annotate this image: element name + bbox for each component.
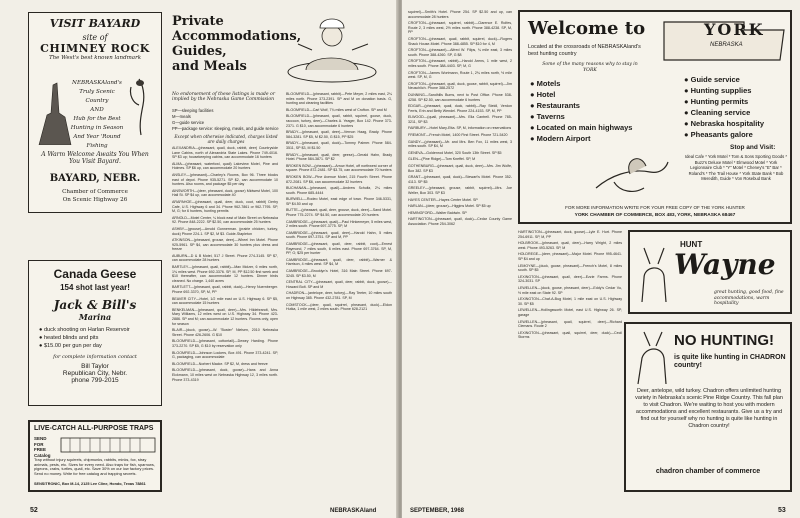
bayard-highway: On Scenic Highway 26 <box>62 197 128 203</box>
listing-entry: GREELEY—(pheasant, grouse, rabbit, squirrel)—Mrs. Joe Weller, Box 303. SP $3 <box>408 186 512 195</box>
york-state: NEBRASKA <box>710 42 743 48</box>
traps-address: SENSITRONIC, Box M-14, 2125 Lee Cline, Hondo, Texas 78861 <box>34 482 146 486</box>
geese-subhead: 154 shot last year! <box>60 283 130 292</box>
bayard-site-of: site of <box>82 33 108 42</box>
right-column-2 <box>518 230 622 494</box>
listing-entry: GANDY—(pheasant)—Mr. and Mrs. Ben Fox, 11 miles west, 3 miles south. SP $4, M <box>408 139 512 149</box>
listing-entry: CROFTON—(pheasant, rabbit)—Harold Arens, 1 mile west, 2 miles south. Phone 388-4403. SP, M, G <box>408 59 512 68</box>
scenic-line: NEBRASKAland's <box>72 80 122 86</box>
listing-entry: COMSTOCK—(deer, quail, squirrel, pheasant, duck)—Eldon Hutka, 1 mile west, 2 miles south. Phone 628-2121 <box>286 302 392 312</box>
bullet-item <box>39 326 161 334</box>
legend-item: PP—package service: sleeping, meals, and guide service <box>172 126 279 131</box>
contact-name: Bill Taylor <box>81 363 109 370</box>
listing-entry: CAMBRIDGE—(pheasant, quail, deer, rabbit, coot)—Ernest Raymond, 7 miles south, 6 miles east. Phone 697-3764. SP, M, PP, G; $25 per hunter <box>286 242 392 256</box>
listing-entry: BLOOMFIELD—(pheasant, quail, rabbit, squirrel, goose, duck, raccoon, turkey, deer)—Charles A. Yeager, Box 142. Phone 373-2371. G $10, can accommodate 6 hunters <box>286 114 392 128</box>
listing-entry: BRADY—(pheasant, quail, deer)—Vernon Haag, Brady. Phone 584-3281. SP $5, M $2.50, G $15, PP $25 <box>286 130 392 139</box>
chadron-headline: NO HUNTING! <box>674 332 774 349</box>
york-more-info: FOR MORE INFORMATION WRITE FOR YOUR FREE COPY OF THE YORK HUNTER <box>565 205 745 210</box>
listing-entry: LEWELLEN—(duck, goose, pheasant, deer)—Eddy's Cedar Vu, ½ mile east on State 92. SP <box>518 285 622 295</box>
title-line: Private <box>172 14 224 29</box>
listing-entry: CROFTON—James Wortmann, Route 1, 2¾ miles north, ½ mile west. SP, M, G <box>408 70 512 80</box>
title-line: Accommodations, <box>172 29 302 44</box>
chadron-body: Deer, antelope, wild turkey. Chadron offers unlimited hunting variety in Nebraska's scenic Pine Ridge Country. This fall plan to visit Chadron. We're waiting to host you with modern accommodations and excellent restaurants. Give us a try and find out for yourself why no hunting is quite like hunting in Chadron country! <box>635 388 783 429</box>
listing-entry: CROFTON—(pheasant)—Alfred W. Filips, ¾ mile east, 3 miles south. Phone 388-4260. SP, G $8 <box>408 48 512 57</box>
trap-illustration <box>60 436 156 454</box>
send-for-text: SEND FOR <box>34 436 47 447</box>
listing-entry: BROKEN BOW—Pine Avenue Motel, 215 Fourth Street. Phone 872-2081. SP $6, can accommodate 32 hunters <box>286 174 392 184</box>
amenity-item: ● Restaurants <box>530 101 580 110</box>
listing-entry: ALEXANDRIA—(pheasant, quail, duck, rabbit, deer) Countryside Lane Cabins, north of Alexandria State Lakes. Phone 749-4016. SP $3 up; housekeeping cabins, can accommodate 16 hunters <box>172 146 278 160</box>
bayard-scenic-lines <box>67 79 127 151</box>
bullet-text: duck shooting on Harlan Reservoir <box>43 327 130 333</box>
title-line: and Meals <box>172 59 247 74</box>
listing-entry: LEXINGTON—(pheasant, quail, deer)—Ezzie Farms. Phone 324-3031. SP <box>518 274 622 284</box>
page-date: SEPTEMBER, 1968 <box>410 508 465 514</box>
listing-entry: HARTINGTON—(pheasant, quail, duck)—Cedar County Game Association. Phone 254-3062 <box>408 217 512 226</box>
listing-entry: BROKEN BOW—(pheasant)—Arrow Hotel, off northwest corner of square. Phone 872-2481. SP $3.75, can accommodate 70 hunters <box>286 163 392 173</box>
listing-entry: CENTRAL CITY—(pheasant, quail, deer, rabbit, duck, goose)—Howard Bolt. SP and M <box>286 280 392 289</box>
pheasant-illustration <box>590 148 670 198</box>
legend-item: M—meals <box>172 114 191 119</box>
listing-entry: FAIRBURY—Hotel Mary-Etta. SP, M, information on reservations <box>408 126 512 131</box>
listing-entry: BARTLETT—(pheasant, quail, rabbit, duck)—Henry Nuernberger. Phone 692-3370, SP, M, PP <box>172 285 278 295</box>
wayne-tag: great hunting, good food, fine accommodations, warm hospitality <box>714 290 784 307</box>
bullet-icon: ● <box>530 90 537 99</box>
york-ad <box>518 10 792 224</box>
amenity-item: ● Hunting permits <box>684 97 749 106</box>
deer-illustration <box>632 328 672 388</box>
bullet-icon: ● <box>684 119 691 128</box>
article-column-2 <box>286 92 392 494</box>
york-amenities-right <box>684 74 764 140</box>
listing-entry: LEXINGTON—(pheasant, quail, squirrel, deer, duck)—Cecil Storms <box>518 330 622 340</box>
listing-entry: squirrel)—Smith's Hotel. Phone 254. SP $2.50 and up, can accommodate 28 hunters <box>408 10 512 19</box>
listing-entry: CROFTON—(pheasant, quail, rabbit, squirrel, duck)—Rogers Shack House-Motel. Phone 388-4855. SP $10 for 4, M <box>408 36 512 46</box>
traps-body: Trap without injury squirrels, chipmunks, rabbits, minks, fox, stray animals, pests, etc. Sizes for every need. Also traps for fish, sparrows, pigeons, crabs, turtles, quail, etc. Save 30% on our low factory prices. Send no money. Write for free catalog and trapping secrets. <box>34 457 155 476</box>
legend-item: G—guide service <box>172 120 205 125</box>
magazine-name: NEBRASKAland <box>330 508 377 514</box>
amenity-item: ● Hotel <box>530 90 556 99</box>
contact-phone: phone 799-2015 <box>71 377 119 384</box>
listing-entry: DUNNING—Sandhills Bums, next to Post Office. Phone 538-4258. SP $2.50, can accommodate 6 hunters <box>408 92 512 102</box>
bullet-text: $15.00 per gun per day <box>43 343 102 349</box>
free-text: FREE <box>34 447 47 452</box>
york-headline: Welcome to <box>528 18 646 39</box>
listing-entry: LEWELLEN—(pheasant, quail, squirrel, deer)—Richard Clemans. Route 2 <box>518 319 622 329</box>
traps-send-for <box>34 436 56 458</box>
amenity-item: ● Hunting supplies <box>684 86 752 95</box>
bayard-chamber: Chamber of Commerce <box>62 189 128 195</box>
bullet-item <box>39 342 161 350</box>
amenity-item: ● Located on main highways <box>530 123 633 132</box>
york-some: Some of the many reasons why to stay in YORK <box>542 62 638 73</box>
amenity-item: ● Taverns <box>530 112 565 121</box>
listing-entry: CROFTON—(pheasant, quail, duck, goose, rabbit, squirrel)—Jim Neuschlich. Phone 388-2572 <box>408 81 512 91</box>
bullet-icon: ● <box>684 130 691 139</box>
right-page <box>402 0 800 518</box>
scenic-line: And Year 'Round Fishing <box>73 134 121 149</box>
bullet-icon: ● <box>39 343 44 349</box>
listing-entry: FREMONT—French Motel, 1400 First Street. Phone 721-5420 <box>408 133 508 138</box>
listing-entry: LEWELLEN—Hollingsworth Motel, east U.S. Highway 26. SP, garage <box>518 308 622 317</box>
bullet-item <box>39 334 161 342</box>
amenity-item: ● Cleaning service <box>684 108 751 117</box>
listing-entry: GOTHENBURG—(pheasant, quail, duck, deer)—Mrs. Jim Wolfe, Box 382. SP $3 <box>408 164 512 173</box>
bullet-icon: ● <box>684 75 691 84</box>
left-page <box>0 0 398 518</box>
scenic-line: Hub for the Best <box>73 116 121 122</box>
amenity-item: ● Guide service <box>684 75 740 84</box>
listing-entry: HOLBROOK—(pheasant, quail, deer)—Harry Wright, 2 miles west. Phone 493-5263. SP, M <box>518 241 622 250</box>
listing-entry: ELWOOD—(quail, pheasant)—Mrs. Ella Cantrell. Phone 785-3211, SP $3 <box>408 115 512 124</box>
listing-entry: GENEVA—Goldenrod Motel, 320 South 13th Street. SP $5 <box>408 150 502 155</box>
amenity-item: ● Motels <box>530 79 561 88</box>
geese-headline: Canada Geese <box>53 267 137 281</box>
listing-entry: HEMINGFORD—Walter Baldwin. SP <box>408 210 467 215</box>
listing-entry: BLAIR—(duck, goose)—W. "Buster" Nielsen, 2010 Nebraska Street. Phone 426-2606. G $10 <box>172 328 278 337</box>
listing-entry: BLOOMFIELD—(pheasant, cottontail)—Dewey Harding. Phone 373-2270. SP $5, G $10 by reservation only <box>172 339 278 348</box>
wayne-town: Wayne <box>674 248 776 281</box>
catalog-text: Catalog <box>34 452 51 458</box>
listing-entry: ATKINSON—(pheasant, grouse, deer)—Wheel Inn Motel. Phone 925-5961. SP $4, can accommodate 30 hunters plus dress and freeze <box>172 238 278 252</box>
listing-entry: BLOOMFIELD—(pheasant, rabbit)—Pete Meyer, 2 miles east, 2¼ miles north. Phone 373-2391. SP and M on donation basis. G, hunting and cleaning facilities <box>286 92 392 106</box>
chadron-subhead: is quite like hunting in CHADRON country! <box>674 354 786 369</box>
legend-item: SP—sleeping facilities <box>172 108 214 113</box>
bayard-ad <box>28 12 162 213</box>
amenity-item: ● Modern Airport <box>530 134 591 143</box>
contact-place: Republican City, Nebr. <box>62 370 128 377</box>
wayne-hunt: HUNT <box>680 240 703 249</box>
listing-entry: LEXINGTON—Chaf-A-Bug Motel, 1 mile east on U.S. Highway 30. SP $5 <box>518 297 622 306</box>
article-intro: No endorsement of these listings is made or implied by the Nebraska Game Commission <box>172 92 276 103</box>
right-column-1 <box>408 10 512 494</box>
listing-entry: LEMOYNE—(duck, goose, pheasant)—French's Motel, 8 miles south. SP $5 <box>518 263 622 273</box>
york-chamber: YORK CHAMBER OF COMMERCE, BOX 483, YORK, NEBRASKA 68467 <box>574 213 736 218</box>
bullet-icon: ● <box>530 134 537 143</box>
scenic-line: Hunting in Season <box>70 125 124 131</box>
left-page-number: 52 <box>30 507 38 514</box>
listing-entry: AUBURN—D & B Motel, 517 J Street. Phone 274-3145. SP $7, can accommodate 28 hunters <box>172 253 278 263</box>
bayard-subtitle: The West's best known landmark <box>48 55 142 61</box>
listing-entry: BUCHANAN—(pheasant, quail)—Andrew Schultz, 2¼ miles south. Phone 685-4444 <box>286 186 392 195</box>
geese-bullets <box>39 326 161 350</box>
listing-entry: BENKELMAN—(pheasant, quail, deer)—Mrs. Hildebrandt, Mrs. Mary Williams, 12 miles west on U.S. Highway 34. Phone 423-2886. SP and M; can accommodate 12 hunters. Rooms only, open for season <box>172 307 278 326</box>
listing-entry: BLOOMFIELD—Carl Wolf, 7¾ miles west of Crofton. SP and M <box>286 107 387 112</box>
bullet-icon: ● <box>530 101 537 110</box>
marina-word: Marina <box>78 312 112 322</box>
article-note: Except when otherwise indicated, charges listed are daily charges <box>174 134 278 144</box>
york-stop-visit: Stop and Visit: <box>730 144 776 151</box>
bayard-welcome: A Warm Welcome Awaits You When You Visit Bayard. <box>41 151 149 165</box>
chadron-ad <box>624 322 792 492</box>
bayard-header: VISIT BAYARD <box>49 17 141 30</box>
bullet-icon: ● <box>684 108 691 117</box>
listing-entry: CAMBRIDGE—(pheasant, quail)—Paul Hinkemeyer, 5 miles west, 2 miles south. Phone 697-3775. SP, M <box>286 219 392 229</box>
listing-entry: CAMBRIDGE—(pheasant, quail, deer, rabbit)—Warner & Harrison, 4 miles west. SP $4, M <box>286 257 392 267</box>
york-amenities-left <box>530 78 632 144</box>
bayard-title: CHIMNEY ROCK <box>40 42 150 55</box>
listing-entry: BARTLEY—(pheasant, quail, rabbit)—Max Molzer, 6 miles north, 1¾ miles west. Phone 692-3376. SP, M, PP $12.50 first week and $10 thereafter, can accommodate 12 hunters. Dinner birds cleaned. No charge. 1,440 acres <box>172 265 278 283</box>
scenic-line: Truly Scenic Country <box>79 89 115 104</box>
bullet-icon: ● <box>530 112 537 121</box>
traps-headline: LIVE-CATCH ALL-PURPOSE TRAPS <box>34 425 154 432</box>
marina-name: Jack & Bill's <box>53 298 137 312</box>
listing-entry: HARLAN—(deer, grouse)—Higgins Motel. SP $5 up <box>408 204 491 209</box>
canada-geese-ad <box>28 260 162 406</box>
york-located: Located at the crossroads of NEBRASKAland's best hunting country <box>528 44 641 57</box>
listing-entry: ASHBY—(grouse)—Arnold Gonnerman. (prairie chicken, turkey, duck) Phone 224-1. SP $2, M $3. Guide-Stapleton <box>172 226 278 236</box>
listing-entry: BURWELL—Rodeo Motel, east edge of town. Phone 346-5331, SP $4.50 and up <box>286 197 392 206</box>
listing-entry: CAMBRIDGE—(pheasant, quail, deer)—Harold Hahn, 5 miles south. Phone 697-3751. SP and M, PP <box>286 230 392 240</box>
deer-illustration <box>634 242 674 306</box>
listing-entry: BEAVER CITY—Hotel, 1/2 mile east on U.S. Highway 6. SP $5, can accommodate 15 hunters <box>172 296 278 306</box>
listing-entry: CAMBRIDGE—Brooklyn's Hotel, 316 Main Street. Phone 697-3245. SP $3.50, M <box>286 269 392 278</box>
listing-entry: BRADY—(pheasant, quail, duck)—Tommy Palmer. Phone 584-3511, SP $3, M $1.50 <box>286 141 392 150</box>
article-legend <box>172 108 280 132</box>
bullet-icon: ● <box>39 327 44 333</box>
bullet-icon: ● <box>530 79 537 88</box>
listing-entry: BUTTE—(pheasant, quail, deer, grouse, duck, deer)—Sand Motel. Phone 775-2274. SP $4.50, can accommodate 20 hunters <box>286 208 392 218</box>
listing-entry: ANSLEY—(pheasant)—Charley's Rooms, Box 96. Three blocks east of depot. Phone 935-5271. SP $2, can accommodate 10 hunters. Also rooms, and package $5 per day <box>172 172 278 187</box>
title-line: Guides, <box>172 44 227 59</box>
york-stop-list: Ideal Cafe * York Motel * Tom & Sons Sporting Goods * Buzz's Deluxe Motel * Elmwood Motel * York Legionnaire Club * "Y" Motel * Cheney's "E" Bar * Roland's * The Trail House * York State Bank * Bob Meredith, Guide * Von Rosebud Bank <box>684 154 788 182</box>
amenity-item: ● Pheasants galore <box>684 130 753 139</box>
listing-entry: BLOOMFIELD—Johnson Lockers, Box 491. Phone 373-4241. SP, G, packaging, can accommodate <box>172 350 278 360</box>
listing-entry: ARAPAHOE—(pheasant, quail, deer, duck, coot, rabbit) Derby Cafe, U.S. Highway 6 and 34. Phone 962-7861 or 962-7795. SP, M, G; for 6 hunters, hunting permits <box>172 199 278 214</box>
listing-entry: GLEN—(Pine Ridge)—Tom Kneffel. SP, M <box>408 157 476 162</box>
listing-entry: HAYES CENTER—Hayes Center Motel. SP <box>408 197 478 202</box>
article-column-1 <box>172 146 278 494</box>
listing-entry: CHADRON—(antelope, deer, turkey)—Ray Teeter, 10 miles south on Highway 385. Phone 432-2781. SP, M <box>286 291 392 300</box>
listing-entry: CROFTON—(pheasant, squirrel, rabbit)—Clarence E. Rolfes, Route 2, 3 miles west, 2½ miles north. Phone 388-4238. SP, M, PP <box>408 21 512 35</box>
listing-entry: BRADY—(pheasant, quail, deer, geese)—Gerald Hahn, Brady Hotel. Phone 584-3871. SP $2 <box>286 152 392 162</box>
article-title <box>172 14 302 74</box>
geese-info: for complete information contact <box>53 354 137 360</box>
bullet-icon: ● <box>684 97 691 106</box>
pheasant-illustration <box>125 75 153 137</box>
bullet-icon: ● <box>39 335 44 341</box>
listing-entry: HARTINGTON—(pheasant, duck, goose)—Lyle E. Hurt. Phone 254-6911. SP, M, PP <box>518 230 622 239</box>
bullet-icon: ● <box>684 86 691 95</box>
traps-ad <box>28 420 162 492</box>
listing-entry: BLOOMFIELD—Norbert Macke. SP $2, M, dress and freeze <box>172 361 268 366</box>
listing-entry: ALMA—(pheasant, waterfowl, quail) Lakeview Motel, Pine and Holmes. SP $6 up, can accommodate 20 hunters <box>172 161 278 171</box>
listing-entry: ARNOLD—Motel Center, ¼ block east of Main Street on Nebraska 92. Phone 848-2222. SP $2.50, can accommodate 25 hunters <box>172 215 278 225</box>
chadron-signoff: chadron chamber of commerce <box>655 468 761 475</box>
wayne-ad <box>628 230 792 314</box>
listing-entry: BLOOMFIELD—(pheasant, duck, goose)—Hans and Anna Eickmann, 10 miles west on Nebraska Highway 12, 3 miles north. Phone 373-4319 <box>172 368 278 382</box>
chef-illustration <box>276 14 386 88</box>
scenic-line: AND <box>90 107 104 113</box>
amenity-item: ● Nebraska hospitality <box>684 119 764 128</box>
listing-entry: GRANT—(pheasant, quail, duck)—Stewart's Motel. Phone 352-4113. SP $5 <box>408 175 512 184</box>
listing-entry: HOLDREGE—(deer, pheasant)—Major Motel. Phone 995-4641. SP $4 and up <box>518 252 622 261</box>
right-page-number: 53 <box>778 507 786 514</box>
listing-entry: EDGAR—(pheasant, quail, duck, rabbit)—Ray Steidl, Verdon Ferris, Erin and Betty Wendel. Phone 224-4153. SP, M, PP <box>408 104 512 113</box>
bayard-town: BAYARD, NEBR. <box>49 173 141 184</box>
york-town: YORK <box>704 20 765 39</box>
listing-entry: AINSWORTH—(deer, pheasant, duck, goose) Midwest Motel, 100 Hall St. SP $4 up, can accommodate 40 <box>172 188 278 198</box>
bullet-text: heated blinds and pits <box>43 335 99 341</box>
bullet-icon: ● <box>530 123 537 132</box>
